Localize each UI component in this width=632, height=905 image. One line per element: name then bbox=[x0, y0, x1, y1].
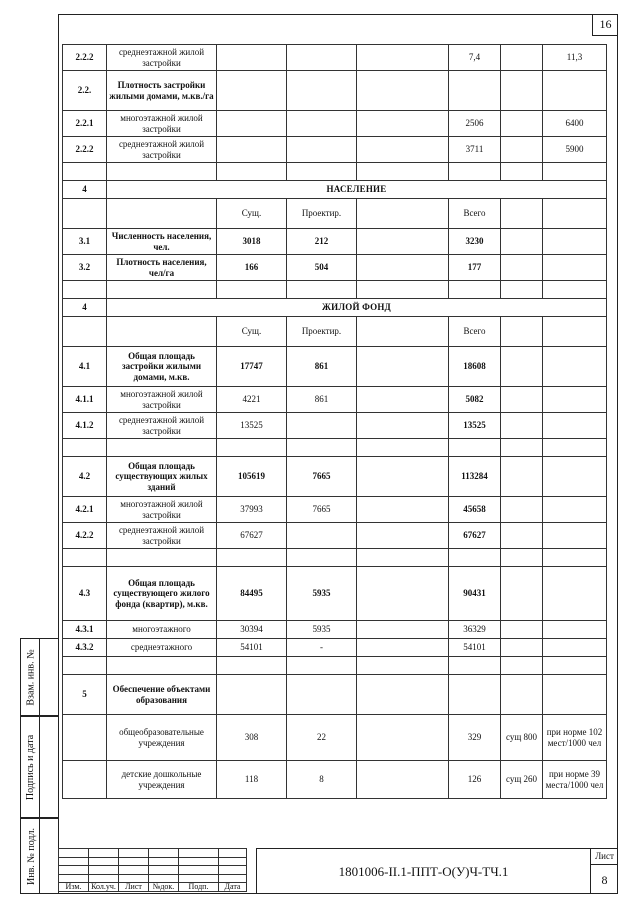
table-cell bbox=[357, 439, 449, 457]
table-cell: 37993 bbox=[217, 497, 287, 523]
table-row bbox=[63, 137, 607, 163]
row-number: 4.1.2 bbox=[63, 413, 107, 439]
row-number bbox=[63, 317, 107, 347]
table-cell bbox=[543, 255, 607, 281]
table-cell bbox=[543, 657, 607, 675]
table-row bbox=[63, 621, 607, 639]
table-cell bbox=[357, 111, 449, 137]
row-number bbox=[63, 199, 107, 229]
table-cell bbox=[501, 255, 543, 281]
data-table bbox=[62, 44, 607, 799]
table-cell bbox=[63, 549, 107, 567]
table-row bbox=[63, 497, 607, 523]
table-cell bbox=[357, 163, 449, 181]
table-row bbox=[63, 639, 607, 657]
table-cell bbox=[543, 567, 607, 621]
table-cell bbox=[357, 497, 449, 523]
table-cell: 177 bbox=[449, 255, 501, 281]
table-cell bbox=[357, 71, 449, 111]
table-cell bbox=[501, 621, 543, 639]
table-cell bbox=[357, 567, 449, 621]
section-title: ЖИЛОЙ ФОНД bbox=[107, 299, 607, 317]
table-cell bbox=[287, 111, 357, 137]
table-cell bbox=[63, 657, 107, 675]
table-cell: 5082 bbox=[449, 387, 501, 413]
table-cell bbox=[357, 549, 449, 567]
table-cell: 105619 bbox=[217, 457, 287, 497]
table-cell bbox=[501, 675, 543, 715]
table-cell bbox=[543, 439, 607, 457]
row-label bbox=[107, 199, 217, 229]
row-label: многоэтажной жилой застройки bbox=[107, 497, 217, 523]
title-block bbox=[58, 848, 618, 894]
table-cell bbox=[449, 657, 501, 675]
table-cell: 5935 bbox=[287, 621, 357, 639]
table-cell bbox=[501, 71, 543, 111]
table-cell bbox=[543, 71, 607, 111]
table-cell: сущ 260 bbox=[501, 761, 543, 799]
table-cell: Сущ. bbox=[217, 317, 287, 347]
table-cell: 30394 bbox=[217, 621, 287, 639]
table-cell bbox=[543, 387, 607, 413]
table-cell: 17747 bbox=[217, 347, 287, 387]
table-cell bbox=[63, 163, 107, 181]
table-cell bbox=[543, 621, 607, 639]
table-cell bbox=[501, 549, 543, 567]
table-cell bbox=[217, 549, 287, 567]
table-cell bbox=[357, 621, 449, 639]
table-cell: - bbox=[287, 639, 357, 657]
table-cell: 212 bbox=[287, 229, 357, 255]
table-cell: 504 bbox=[287, 255, 357, 281]
table-cell bbox=[287, 413, 357, 439]
row-number: 2.2.1 bbox=[63, 111, 107, 137]
table-cell: 308 bbox=[217, 715, 287, 761]
table-cell bbox=[217, 45, 287, 71]
table-cell: 3018 bbox=[217, 229, 287, 255]
table-cell bbox=[501, 413, 543, 439]
table-cell: 54101 bbox=[217, 639, 287, 657]
row-number: 2.2.2 bbox=[63, 137, 107, 163]
table-cell bbox=[357, 137, 449, 163]
row-label: Плотность застройки жилыми домами, м.кв./га bbox=[107, 71, 217, 111]
table-cell bbox=[107, 281, 217, 299]
table-cell: Проектир. bbox=[287, 199, 357, 229]
table-cell: 67627 bbox=[217, 523, 287, 549]
table-cell: 54101 bbox=[449, 639, 501, 657]
row-label bbox=[107, 317, 217, 347]
table-cell: 7665 bbox=[287, 497, 357, 523]
row-label: многоэтажного bbox=[107, 621, 217, 639]
table-cell: 22 bbox=[287, 715, 357, 761]
table-cell bbox=[217, 137, 287, 163]
row-number: 4.2.2 bbox=[63, 523, 107, 549]
row-number: 4.1.1 bbox=[63, 387, 107, 413]
table-cell bbox=[501, 281, 543, 299]
table-cell bbox=[357, 639, 449, 657]
table-cell: Всего bbox=[449, 199, 501, 229]
spacer-row bbox=[63, 281, 607, 299]
table-cell: при норме 39 места/1000 чел bbox=[543, 761, 607, 799]
table-cell bbox=[357, 457, 449, 497]
row-number: 4.1 bbox=[63, 347, 107, 387]
table-cell bbox=[107, 163, 217, 181]
table-row bbox=[63, 199, 607, 229]
table-cell bbox=[501, 639, 543, 657]
table-row bbox=[63, 387, 607, 413]
table-row bbox=[63, 413, 607, 439]
row-number bbox=[63, 761, 107, 799]
table-cell: 3230 bbox=[449, 229, 501, 255]
table-cell: 6400 bbox=[543, 111, 607, 137]
table-cell bbox=[543, 497, 607, 523]
spacer-row bbox=[63, 439, 607, 457]
table-cell bbox=[357, 413, 449, 439]
row-label: Обеспечение объектами образования bbox=[107, 675, 217, 715]
table-cell bbox=[107, 439, 217, 457]
spacer-row bbox=[63, 657, 607, 675]
row-label: многоэтажной жилой застройки bbox=[107, 387, 217, 413]
table-cell bbox=[449, 163, 501, 181]
table-cell bbox=[287, 45, 357, 71]
table-cell bbox=[449, 549, 501, 567]
row-number: 4.3.1 bbox=[63, 621, 107, 639]
table-cell: Проектир. bbox=[287, 317, 357, 347]
row-number: 2.2. bbox=[63, 71, 107, 111]
table-cell: 11,3 bbox=[543, 45, 607, 71]
table-cell bbox=[501, 567, 543, 621]
table-cell bbox=[501, 439, 543, 457]
row-number: 4.2 bbox=[63, 457, 107, 497]
table-cell: сущ 800 bbox=[501, 715, 543, 761]
table-cell bbox=[543, 675, 607, 715]
sheet-value: 8 bbox=[601, 873, 608, 887]
side-stamp-replace-inv bbox=[20, 638, 58, 716]
stamp-header-sheet: Лист bbox=[119, 883, 149, 892]
side-stamp-orig-inv bbox=[20, 818, 58, 894]
table-row bbox=[63, 229, 607, 255]
table-cell: 13525 bbox=[449, 413, 501, 439]
table-cell bbox=[501, 387, 543, 413]
row-number: 4.3 bbox=[63, 567, 107, 621]
row-number: 5 bbox=[63, 675, 107, 715]
table-cell bbox=[287, 657, 357, 675]
table-cell bbox=[543, 457, 607, 497]
table-cell: 126 bbox=[449, 761, 501, 799]
table-cell bbox=[357, 229, 449, 255]
table-cell bbox=[107, 549, 217, 567]
row-label: детские дошкольные учреждения bbox=[107, 761, 217, 799]
table-cell: 84495 bbox=[217, 567, 287, 621]
side-label-signature: Подпись и дата bbox=[25, 734, 37, 800]
table-row bbox=[63, 715, 607, 761]
row-label: среднеэтажной жилой застройки bbox=[107, 45, 217, 71]
sheet-box bbox=[590, 848, 618, 894]
table-cell: 861 bbox=[287, 387, 357, 413]
table-cell bbox=[543, 229, 607, 255]
table-cell bbox=[501, 199, 543, 229]
table-cell: 18608 bbox=[449, 347, 501, 387]
stamp-header-doc: №док. bbox=[149, 883, 179, 892]
table-cell bbox=[501, 523, 543, 549]
table-row bbox=[63, 317, 607, 347]
table-cell bbox=[217, 111, 287, 137]
row-number: 3.2 bbox=[63, 255, 107, 281]
side-stamp-signature bbox=[20, 716, 58, 818]
table-cell bbox=[357, 255, 449, 281]
table-cell bbox=[543, 317, 607, 347]
table-cell bbox=[449, 439, 501, 457]
table-cell: 90431 bbox=[449, 567, 501, 621]
table-cell bbox=[357, 199, 449, 229]
row-label: общеобразовательные учреждения bbox=[107, 715, 217, 761]
table-cell: 7,4 bbox=[449, 45, 501, 71]
table-cell: 36329 bbox=[449, 621, 501, 639]
table-cell bbox=[501, 229, 543, 255]
table-row bbox=[63, 255, 607, 281]
table-cell: 113284 bbox=[449, 457, 501, 497]
table-cell bbox=[449, 71, 501, 111]
table-cell bbox=[501, 45, 543, 71]
table-row bbox=[63, 761, 607, 799]
table-cell: 118 bbox=[217, 761, 287, 799]
row-number: 4.2.1 bbox=[63, 497, 107, 523]
table-cell bbox=[357, 45, 449, 71]
table-cell bbox=[217, 163, 287, 181]
table-cell: 7665 bbox=[287, 457, 357, 497]
table-cell: 166 bbox=[217, 255, 287, 281]
row-label: Общая площадь существующего жилого фонда (квартир), м.кв. bbox=[107, 567, 217, 621]
table-cell bbox=[543, 639, 607, 657]
table-cell bbox=[357, 347, 449, 387]
table-cell bbox=[357, 387, 449, 413]
table-row bbox=[63, 71, 607, 111]
row-label: среднеэтажного bbox=[107, 639, 217, 657]
table-row bbox=[63, 523, 607, 549]
table-cell bbox=[543, 199, 607, 229]
row-label: многоэтажной жилой застройки bbox=[107, 111, 217, 137]
table-cell bbox=[217, 281, 287, 299]
stamp-header-signature: Подп. bbox=[179, 883, 219, 892]
table-row bbox=[63, 111, 607, 137]
row-label: среднеэтажной жилой застройки bbox=[107, 523, 217, 549]
row-label: среднеэтажной жилой застройки bbox=[107, 413, 217, 439]
table-cell bbox=[357, 523, 449, 549]
table-cell bbox=[287, 137, 357, 163]
row-label: Численность населения, чел. bbox=[107, 229, 217, 255]
row-label: Общая площадь застройки жилыми домами, м.кв. bbox=[107, 347, 217, 387]
row-label: Плотность населения, чел/га bbox=[107, 255, 217, 281]
stamp-header-change: Изм. bbox=[59, 883, 89, 892]
table-cell bbox=[357, 657, 449, 675]
table-cell bbox=[501, 347, 543, 387]
table-cell bbox=[287, 549, 357, 567]
row-number: 2.2.2 bbox=[63, 45, 107, 71]
table-cell bbox=[449, 675, 501, 715]
table-row bbox=[63, 347, 607, 387]
table-cell bbox=[543, 413, 607, 439]
table-cell: Всего bbox=[449, 317, 501, 347]
table-cell: 4221 bbox=[217, 387, 287, 413]
section-row bbox=[63, 181, 607, 199]
row-label: среднеэтажной жилой застройки bbox=[107, 137, 217, 163]
table-cell bbox=[501, 317, 543, 347]
section-title: НАСЕЛЕНИЕ bbox=[107, 181, 607, 199]
table-cell bbox=[357, 317, 449, 347]
sheet-label: Лист bbox=[591, 849, 618, 865]
table-row bbox=[63, 675, 607, 715]
page-number: 16 bbox=[592, 14, 618, 36]
table-cell bbox=[357, 761, 449, 799]
stamp-header-count: Кол.уч. bbox=[89, 883, 119, 892]
row-label: Общая площадь существующих жилых зданий bbox=[107, 457, 217, 497]
row-number: 3.1 bbox=[63, 229, 107, 255]
stamp-grid bbox=[58, 848, 247, 892]
section-row bbox=[63, 299, 607, 317]
table-cell bbox=[357, 281, 449, 299]
table-cell: 3711 bbox=[449, 137, 501, 163]
table-cell bbox=[287, 439, 357, 457]
section-number: 4 bbox=[63, 181, 107, 199]
table-cell: 13525 bbox=[217, 413, 287, 439]
section-number: 4 bbox=[63, 299, 107, 317]
stamp-header-date: Дата bbox=[219, 883, 247, 892]
table-cell bbox=[217, 675, 287, 715]
row-number bbox=[63, 715, 107, 761]
table-cell: 45658 bbox=[449, 497, 501, 523]
table-cell bbox=[357, 715, 449, 761]
table-cell bbox=[543, 523, 607, 549]
table-cell: 329 bbox=[449, 715, 501, 761]
table-cell bbox=[217, 71, 287, 111]
table-cell: Сущ. bbox=[217, 199, 287, 229]
table-cell bbox=[501, 457, 543, 497]
table-cell bbox=[501, 111, 543, 137]
spacer-row bbox=[63, 163, 607, 181]
table-cell: 8 bbox=[287, 761, 357, 799]
table-cell: при норме 102 мест/1000 чел bbox=[543, 715, 607, 761]
table-cell bbox=[287, 163, 357, 181]
side-label-replace-inv: Взам. инв. № bbox=[25, 648, 37, 706]
spacer-row bbox=[63, 549, 607, 567]
table-cell bbox=[501, 137, 543, 163]
table-row bbox=[63, 45, 607, 71]
table-cell: 861 bbox=[287, 347, 357, 387]
table-cell bbox=[287, 281, 357, 299]
table-row bbox=[63, 457, 607, 497]
table-cell: 5900 bbox=[543, 137, 607, 163]
side-label-orig-inv: Инв. № подл. bbox=[25, 827, 37, 885]
table-cell bbox=[287, 523, 357, 549]
table-cell: 5935 bbox=[287, 567, 357, 621]
table-cell bbox=[543, 549, 607, 567]
table-cell bbox=[287, 71, 357, 111]
table-cell bbox=[107, 657, 217, 675]
document-code: 1801006-II.1-ППТ-О(У)Ч-ТЧ.1 bbox=[256, 848, 590, 894]
table-cell bbox=[543, 281, 607, 299]
table-cell bbox=[63, 281, 107, 299]
table-cell bbox=[449, 281, 501, 299]
table-cell bbox=[217, 439, 287, 457]
table-cell bbox=[287, 675, 357, 715]
table-cell bbox=[501, 497, 543, 523]
table-cell bbox=[543, 163, 607, 181]
table-cell: 67627 bbox=[449, 523, 501, 549]
table-cell: 2506 bbox=[449, 111, 501, 137]
table-cell bbox=[63, 439, 107, 457]
table-cell bbox=[501, 163, 543, 181]
table-cell bbox=[357, 675, 449, 715]
table-cell bbox=[217, 657, 287, 675]
row-number: 4.3.2 bbox=[63, 639, 107, 657]
table-cell bbox=[501, 657, 543, 675]
table-cell bbox=[543, 347, 607, 387]
table-row bbox=[63, 567, 607, 621]
